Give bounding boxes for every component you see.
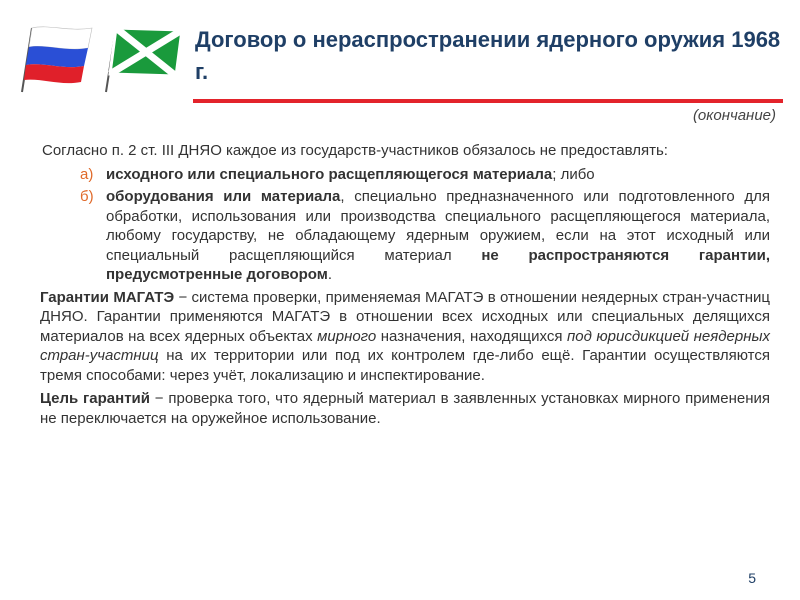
intro-paragraph: Согласно п. 2 ст. III ДНЯО каждое из государств-участников обязалось не предоставлять:	[42, 142, 668, 159]
guarantees-text1: − система проверки, применяемая МАГАТЭ в отношении неядерных стран-участниц ДНЯО. Гарантии применяются МАГАТЭ в отношении всех исходных или специальных делящихся материалов на всех ядерных объектах	[40, 288, 770, 345]
content-body	[42, 141, 770, 432]
guarantees-italic1: мирного	[317, 327, 377, 345]
item-b-bold2: не распространяются гарантии, предусмотренные договором	[106, 246, 771, 283]
item-b-end: .	[327, 266, 333, 283]
subtitle: (окончание)	[692, 107, 776, 124]
guarantees-text2: назначения, находящихся	[376, 327, 567, 345]
flags-icon	[14, 20, 186, 95]
goal-text: − проверка того, что ядерный материал в заявленных установках мирного применения не переключается на оружейное использование.	[40, 390, 770, 427]
page-title: Договор о нераспространении ядерного оружия 1968 г.	[195, 27, 781, 84]
goal-term: Цель гарантий	[40, 390, 150, 407]
list-marker: б)	[80, 188, 94, 205]
title-underline	[193, 99, 783, 103]
guarantees-paragraph	[40, 288, 770, 386]
list-item-b	[42, 187, 770, 285]
list-item-a	[42, 165, 770, 185]
item-b-bold: оборудования или материала	[106, 188, 341, 205]
page-number: 5	[748, 570, 756, 586]
guarantees-term: Гарантии МАГАТЭ	[40, 288, 175, 306]
guarantees-italic2: под юрисдикцией неядерных стран-участниц	[40, 327, 771, 364]
guarantees-text3: на их территории или под их контролем где-либо ещё. Гарантии осуществляются тремя способами: через учёт, локализацию и инспектирование.	[40, 347, 770, 384]
item-a-rest: ; либо	[552, 165, 595, 183]
list-marker: а)	[80, 165, 94, 183]
goal-paragraph	[40, 389, 770, 428]
item-b-rest: , специально предназначенного или подготовленного для обработки, использования или производства специального расщепляющегося материала, любому государству, не обладающему ядерным оружием, если на этот исходный или специальный расщепляющийся материал	[106, 188, 770, 264]
item-a-bold: исходного или специального расщепляющегося материала	[106, 165, 553, 183]
